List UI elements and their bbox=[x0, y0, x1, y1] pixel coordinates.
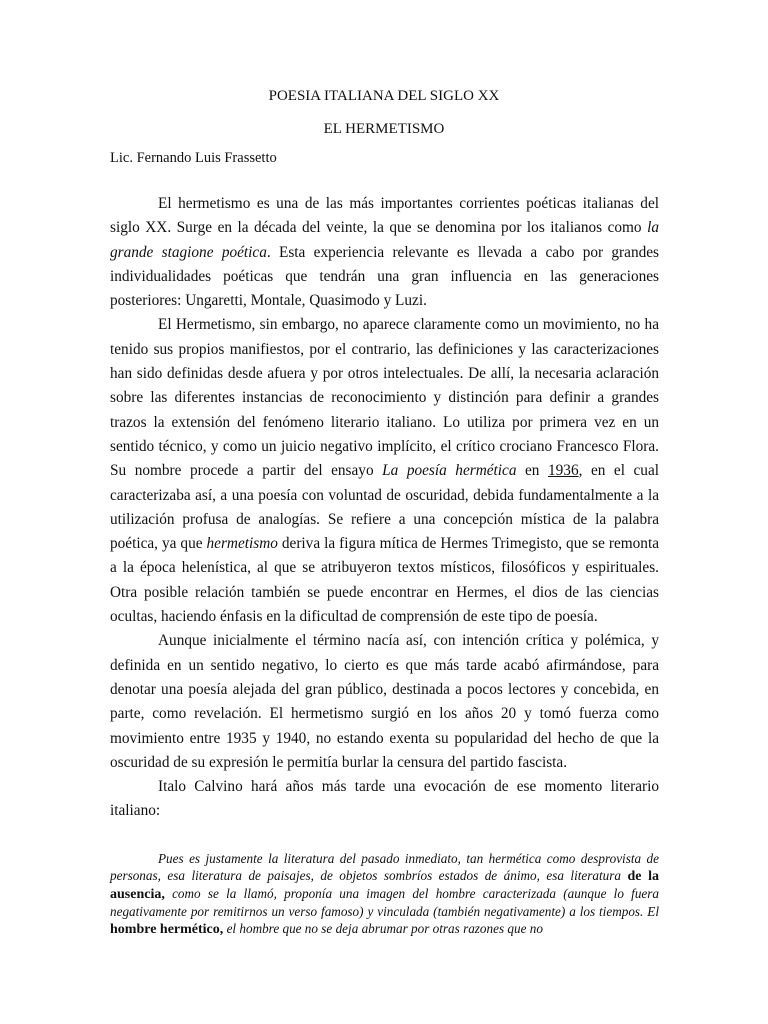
paragraph-2 bbox=[110, 313, 659, 629]
document-title: POESIA ITALIANA DEL SIGLO XX bbox=[268, 88, 500, 104]
p2-essay-title: La poesía hermética bbox=[382, 462, 517, 480]
p1-text-a: El hermetismo es una de las más importantes corrientes poéticas italianas del siglo XX. Surge en la década del veinte, la que se denomina por los italianos como bbox=[110, 195, 659, 237]
quote-text-b: como se la llamó, proponía una imagen del hombre caracterizada (aunque lo fuera negativamente por remitirnos un verso famoso) y vinculada (también negativamente) a los tiempos. El bbox=[110, 886, 659, 919]
p2-text-d: deriva la figura mítica de Hermes Trimegisto, que se remonta a la época helenística, al que se atribuyeron textos místicos, filosóficos y espirituales. Otra posible relación también se puede encontrar en Hermes, el dios de las ciencias ocultas, haciendo énfasis en la dificultad de comprensión de este tipo de poesía. bbox=[110, 535, 659, 626]
p2-text-a: El Hermetismo, sin embargo, no aparece claramente como un movimiento, no ha tenido sus propios manifiestos, por el contrario, las definiciones y las caracterizaciones han sido definidas desde afuera y por otros intelectuales. De allí, la necesaria aclaración sobre las diferentes instancias de reconocimiento y distinción para definir a grandes trazos la extensión del fenómeno literario italiano. Lo utiliza por primera vez en un sentido técnico, y como un juicio negativo implícito, el crítico crociano Francesco Flora. Su nombre procede a partir del ensayo bbox=[110, 316, 659, 480]
p2-italic-term: hermetismo bbox=[206, 535, 278, 553]
p2-year-link[interactable]: 1936 bbox=[548, 462, 579, 480]
paragraph-1 bbox=[110, 192, 659, 313]
paragraph-3: Aunque inicialmente el término nacía así, con intención crítica y polémica, y definida en un sentido negativo, lo cierto es que más tarde acabó afirmándose, para denotar una poesía alejada del gran público, destinada a pocos lectores y concebida, en parte, como revelación. El hermetismo surgió en los años 20 y tomó fuerza como movimiento entre 1935 y 1940, no estando exenta su popularidad del hecho de que la oscuridad de su expresión le permitía burlar la censura del partido fascista. bbox=[110, 632, 659, 771]
quote-text-a: Pues es justamente la literatura del pasado inmediato, tan hermética como desprovista de personas, esa literatura de paisajes, de objetos sombríos estados de ánimo, esa literatura bbox=[110, 851, 659, 883]
quote-bold-2: hombre hermético, bbox=[110, 922, 224, 937]
block-quote bbox=[110, 850, 659, 938]
p1-italic-phrase: la grande stagione poética bbox=[110, 219, 659, 261]
document-subtitle: EL HERMETISMO bbox=[323, 121, 445, 137]
p1-text-b: . Esta experiencia relevante es llevada a cabo por grandes individualidades poéticas que tendrán una gran influencia en las generaciones posteriores: Ungaretti, Montale, Quasimodo y Luzi. bbox=[110, 243, 659, 310]
author-line: Lic. Fernando Luis Frassetto bbox=[110, 150, 277, 166]
quote-text-c: el hombre que no se deja abrumar por otras razones que no bbox=[223, 921, 543, 936]
p2-text-c: , en el cual caracterizaba así, a una poesía con voluntad de oscuridad, debida fundamentalmente a la utilización profusa de analogías. Se refiere a una concepción mística de la palabra poética, ya que bbox=[110, 462, 659, 553]
document-body bbox=[110, 192, 659, 824]
quote-bold-1: de la ausencia, bbox=[110, 869, 659, 902]
paragraph-4: Italo Calvino hará años más tarde una evocación de ese momento literario italiano: bbox=[110, 778, 659, 820]
p2-text-b: en bbox=[516, 462, 548, 480]
